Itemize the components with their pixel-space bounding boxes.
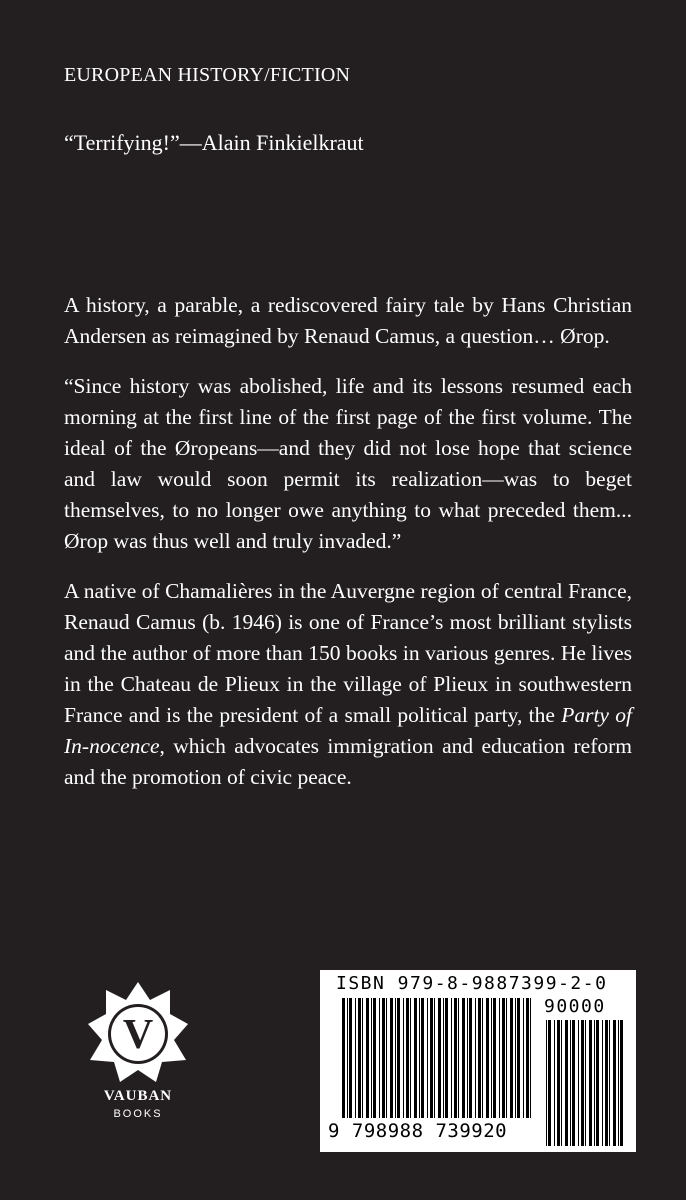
barcode-bar bbox=[397, 998, 400, 1118]
barcode-bar bbox=[546, 1020, 547, 1146]
barcode-bar bbox=[421, 998, 424, 1118]
barcode-bar bbox=[454, 998, 457, 1118]
barcode-bar bbox=[523, 998, 524, 1118]
barcode-bar bbox=[347, 998, 348, 1118]
publisher-name: VAUBAN bbox=[103, 1088, 173, 1104]
star-fort-icon bbox=[86, 980, 190, 1084]
barcode-bar bbox=[502, 998, 505, 1118]
barcode-bar bbox=[620, 1020, 623, 1146]
barcode-bar bbox=[618, 1020, 619, 1146]
barcode-bar bbox=[366, 998, 369, 1118]
party-name: Party of In-nocence bbox=[64, 703, 632, 758]
barcode-bar bbox=[594, 1020, 595, 1146]
author-bio-text-2: , which advocates immigration and education reform and the promotion of civic peace. bbox=[64, 734, 632, 789]
barcode-bar bbox=[403, 998, 404, 1118]
barcode-bar bbox=[585, 1020, 586, 1146]
barcode-bar bbox=[609, 1020, 610, 1146]
barcode-bar bbox=[565, 1020, 568, 1146]
barcode-bar bbox=[390, 998, 393, 1118]
price-code: 90000 bbox=[544, 996, 606, 1017]
barcode-bar bbox=[469, 998, 472, 1118]
barcode-bar bbox=[554, 1020, 555, 1146]
barcode-bar bbox=[482, 998, 483, 1118]
barcode-bar bbox=[419, 998, 420, 1118]
barcode-bar bbox=[526, 998, 529, 1118]
barcode-bar bbox=[515, 998, 516, 1118]
barcode-bar bbox=[486, 998, 489, 1118]
barcode-bar bbox=[379, 998, 380, 1118]
barcode-bar bbox=[382, 998, 385, 1118]
barcode-bar bbox=[462, 998, 465, 1118]
barcode-bar bbox=[410, 998, 411, 1118]
barcode-bar bbox=[572, 1020, 575, 1146]
barcode-bar bbox=[548, 1020, 551, 1146]
barcode-bar bbox=[386, 998, 387, 1118]
barcode-bar bbox=[373, 998, 376, 1118]
barcode-bar bbox=[371, 998, 372, 1118]
barcode-bar bbox=[427, 998, 428, 1118]
isbn-barcode bbox=[320, 970, 636, 1152]
barcode-bar bbox=[458, 998, 459, 1118]
barcode-bar bbox=[605, 1020, 608, 1146]
barcode-bar bbox=[438, 998, 441, 1118]
author-bio-paragraph bbox=[64, 576, 632, 793]
barcode-bar bbox=[561, 1020, 562, 1146]
barcode-bar bbox=[578, 1020, 579, 1146]
barcode-bar bbox=[355, 998, 356, 1118]
barcode-bar bbox=[445, 998, 448, 1118]
description-paragraph-1: A history, a parable, a rediscovered fairy tale by Hans Christian Andersen as reimagined by Renaud Camus, a question… Ørop. bbox=[64, 293, 632, 348]
barcode-bar bbox=[395, 998, 396, 1118]
barcode-bar bbox=[443, 998, 444, 1118]
description-paragraph-2: “Since history was abolished, life and its lessons resumed each morning at the first line of the first page of the first volume. The ideal of the Øropeans—and they did not lose hope that science and law would soon permit its realization—was to beget themselves, to no longer owe anything to what preceded them... Ørop was thus well and truly invaded.” bbox=[64, 374, 632, 553]
barcode-bar bbox=[491, 998, 492, 1118]
barcode-bar bbox=[510, 998, 513, 1118]
logo-letter: V bbox=[122, 1012, 154, 1058]
barcode-bar bbox=[613, 1020, 616, 1146]
description-text bbox=[64, 290, 632, 812]
barcode-bar bbox=[499, 998, 500, 1118]
barcode-bar bbox=[478, 998, 481, 1118]
endorsement-quote: “Terrifying!”—Alain Finkielkraut bbox=[64, 130, 364, 155]
barcode-bar bbox=[406, 998, 409, 1118]
barcode-bar bbox=[342, 998, 345, 1118]
barcode-bar bbox=[349, 998, 352, 1118]
barcode-bar bbox=[517, 998, 520, 1118]
barcode-bar bbox=[602, 1020, 603, 1146]
barcode-bar bbox=[475, 998, 476, 1118]
barcode-bar bbox=[570, 1020, 571, 1146]
barcode-bar bbox=[451, 998, 452, 1118]
publisher-logo bbox=[68, 980, 208, 1130]
barcode-bar bbox=[530, 998, 531, 1118]
author-bio-text-1: A native of Chamalières in the Auvergne region of central France, Renaud Camus (b. 1946) is one of France’s most brilliant stylists and the author of more than 150 books in various genres. He lives in the Chateau de Plieux in the village of Plieux in southwestern France and is the president of a small political party, the bbox=[64, 579, 632, 727]
barcode-bar bbox=[362, 998, 363, 1118]
barcode-bar bbox=[430, 998, 433, 1118]
barcode-bar bbox=[589, 1020, 592, 1146]
barcode-digits: 9 798988 739920 bbox=[328, 1120, 508, 1142]
barcode-bar bbox=[493, 998, 496, 1118]
barcode-bar bbox=[557, 1020, 560, 1146]
barcode-bar bbox=[434, 998, 435, 1118]
isbn-label: ISBN 979-8-9887399-2-0 bbox=[336, 973, 608, 994]
barcode-bar bbox=[358, 998, 361, 1118]
category-label: EUROPEAN HISTORY/FICTION bbox=[64, 64, 351, 86]
barcode-bar bbox=[506, 998, 507, 1118]
barcode-bar bbox=[581, 1020, 584, 1146]
barcode-bar bbox=[467, 998, 468, 1118]
publisher-sub: BOOKS bbox=[113, 1108, 163, 1120]
barcode-bar bbox=[414, 998, 417, 1118]
barcode-bar bbox=[596, 1020, 599, 1146]
